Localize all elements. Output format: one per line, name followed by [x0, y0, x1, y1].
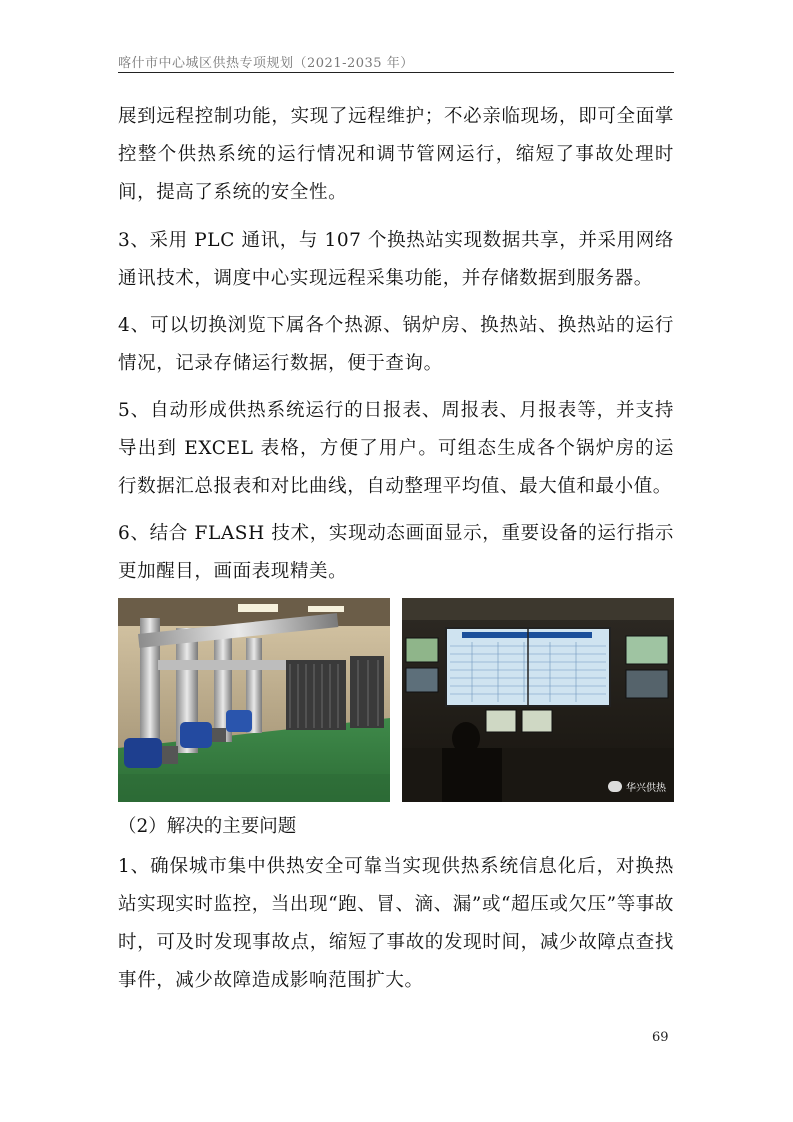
wechat-icon [608, 781, 622, 792]
running-header: 喀什市中心城区供热专项规划（2021-2035 年） [118, 56, 414, 71]
paragraph-item-4: 4、可以切换浏览下属各个热源、锅炉房、换热站、换热站的运行情况，记录存储运行数据，便于查询。 [118, 315, 674, 374]
header-rule [118, 72, 674, 73]
page-number: 69 [652, 1030, 669, 1045]
photo-row [118, 598, 674, 802]
paragraph-item-3: 3、采用 PLC 通讯，与 107 个换热站实现数据共享，并采用网络通讯技术，调度中心实现远程采集功能，并存储数据到服务器。 [118, 230, 674, 289]
watermark [608, 779, 666, 794]
paragraph-remote-control: 展到远程控制功能，实现了远程维护；不必亲临现场，即可全面掌控整个供热系统的运行情况和调节管网运行，缩短了事故处理时间，提高了系统的安全性。 [118, 106, 674, 203]
pump-room-photo [118, 598, 390, 802]
section-subheading: （2）解决的主要问题 [118, 816, 297, 837]
paragraph-item-6: 6、结合 FLASH 技术，实现动态画面显示，重要设备的运行指示更加醒目，画面表现精美。 [118, 523, 674, 582]
watermark-label: 华兴供热 [626, 783, 666, 794]
paragraph-problem-1: 1、确保城市集中供热安全可靠当实现供热系统信息化后，对换热站实现实时监控，当出现“跑、冒、滴、漏”或“超压或欠压”等事故时，可及时发现事故点，缩短了事故的发现时间，减少故障点查找事件，减少故障造成影响范围扩大。 [118, 856, 674, 991]
paragraph-item-5: 5、自动形成供热系统运行的日报表、周报表、月报表等，并支持导出到 EXCEL 表格，方便了用户。可组态生成各个锅炉房的运行数据汇总报表和对比曲线，自动整理平均值、最大值和最小值。 [118, 400, 674, 497]
control-room-photo [402, 598, 674, 802]
